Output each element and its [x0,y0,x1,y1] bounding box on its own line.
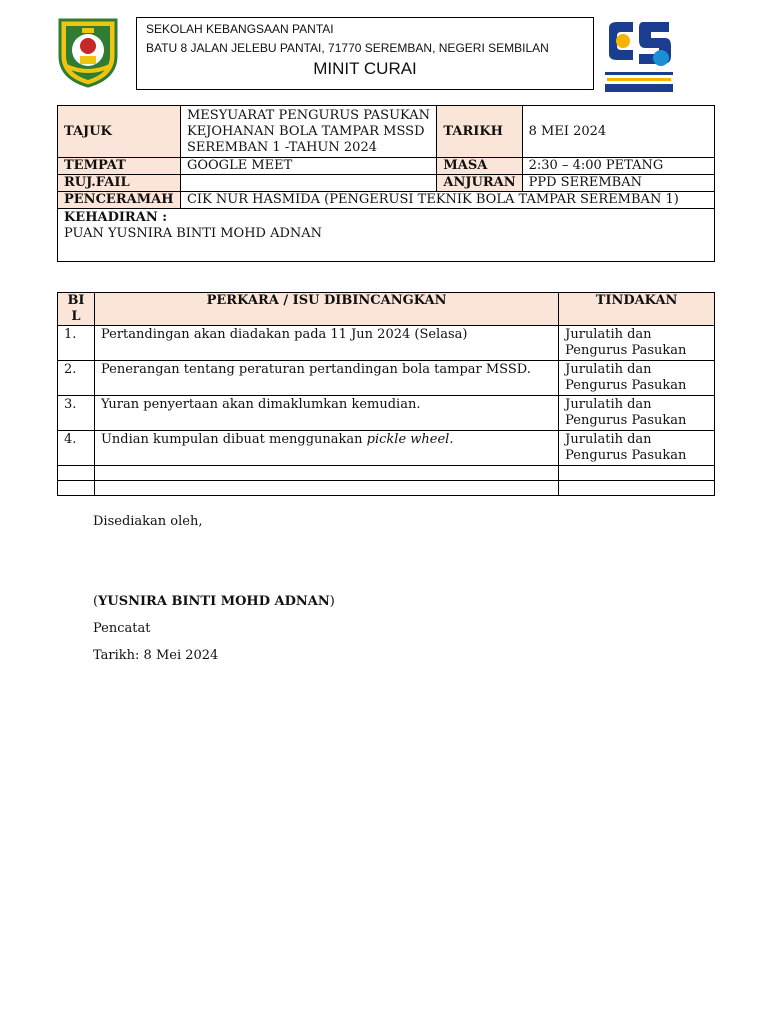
agenda-perkara-italic: pickle wheel. [366,432,454,447]
penceramah-label: PENCERAMAH [58,192,181,209]
col-header-tindakan: TINDAKAN [559,293,715,326]
info-row-kehadiran [58,209,715,262]
preparer-signature-block [93,594,335,609]
agenda-perkara [94,326,558,361]
agenda-tindakan: Jurulatih dan Pengurus Pasukan [559,361,715,396]
agenda-perkara [94,361,558,396]
agenda-table [57,292,715,496]
agenda-bil: 1. [58,326,95,361]
preparer-name: YUSNIRA BINTI MOHD ADNAN [98,594,330,609]
agenda-row [58,361,715,396]
prepared-by-label: Disediakan oleh, [93,514,203,529]
col-header-perkara: PERKARA / ISU DIBINCANGKAN [94,293,558,326]
tempat-value: GOOGLE MEET [180,158,436,175]
agenda-row [58,326,715,361]
tempat-label: TEMPAT [58,158,181,175]
agenda-perkara-text: Penerangan tentang peraturan pertandingan bola tampar MSSD. [100,362,531,377]
penceramah-value: CIK NUR HASMIDA (PENGERUSI TEKNIK BOLA TAMPAR SEREMBAN 1) [180,192,714,209]
col-header-bil: BI L [58,293,95,326]
agenda-bil: 2. [58,361,95,396]
agenda-bil: 4. [58,431,95,466]
agenda-row [58,396,715,431]
agenda-perkara-text: Yuran penyertaan akan dimaklumkan kemudian. [100,397,421,412]
school-name: SEKOLAH KEBANGSAAN PANTAI [146,22,334,36]
agenda-empty-row [58,466,715,481]
masa-label: MASA [437,158,522,175]
district-education-logo [603,18,675,94]
school-crest-logo [52,16,124,88]
agenda-perkara [94,396,558,431]
kehadiran-value: PUAN YUSNIRA BINTI MOHD ADNAN [64,226,323,241]
info-row-rujfail [58,175,715,192]
tarikh-label: TARIKH [437,106,522,158]
agenda-empty-row [58,481,715,496]
info-row-tempat [58,158,715,175]
school-address: BATU 8 JALAN JELEBU PANTAI, 71770 SEREMBAN, NEGERI SEMBILAN [146,41,549,55]
masa-value: 2:30 – 4:00 PETANG [522,158,714,175]
rujfail-label: RUJ.FAIL [58,175,181,192]
school-header [136,17,594,90]
meeting-info-table [57,105,715,262]
rujfail-value [180,175,436,192]
agenda-tindakan: Jurulatih dan Pengurus Pasukan [559,396,715,431]
agenda-bil: 3. [58,396,95,431]
anjuran-value: PPD SEREMBAN [522,175,714,192]
empty-cell [94,481,558,496]
empty-cell [559,466,715,481]
empty-cell [559,481,715,496]
agenda-perkara-text: Undian kumpulan dibuat menggunakan [100,432,367,447]
anjuran-label: ANJURAN [437,175,522,192]
document-title: MINIT CURAI [313,59,417,78]
paren-close: ) [329,594,335,609]
kehadiran-label: KEHADIRAN : [64,210,168,225]
tajuk-value: MESYUARAT PENGURUS PASUKAN KEJOHANAN BOLA TAMPAR MSSD SEREMBAN 1 -TAHUN 2024 [180,106,436,158]
info-row-tajuk [58,106,715,158]
agenda-row [58,431,715,466]
paren-open: ( [93,594,99,609]
agenda-tindakan: Jurulatih dan Pengurus Pasukan [559,326,715,361]
empty-cell [58,481,95,496]
agenda-tindakan: Jurulatih dan Pengurus Pasukan [559,431,715,466]
agenda-header-row [58,293,715,326]
agenda-perkara [94,431,558,466]
info-row-penceramah [58,192,715,209]
preparer-role: Pencatat [93,621,151,636]
empty-cell [58,466,95,481]
tajuk-label: TAJUK [58,106,181,158]
agenda-perkara-text: Pertandingan akan diadakan pada 11 Jun 2024 (Selasa) [100,327,468,342]
tarikh-value: 8 MEI 2024 [522,106,714,158]
kehadiran-cell [58,209,715,262]
empty-cell [94,466,558,481]
prepared-date: Tarikh: 8 Mei 2024 [93,648,219,663]
